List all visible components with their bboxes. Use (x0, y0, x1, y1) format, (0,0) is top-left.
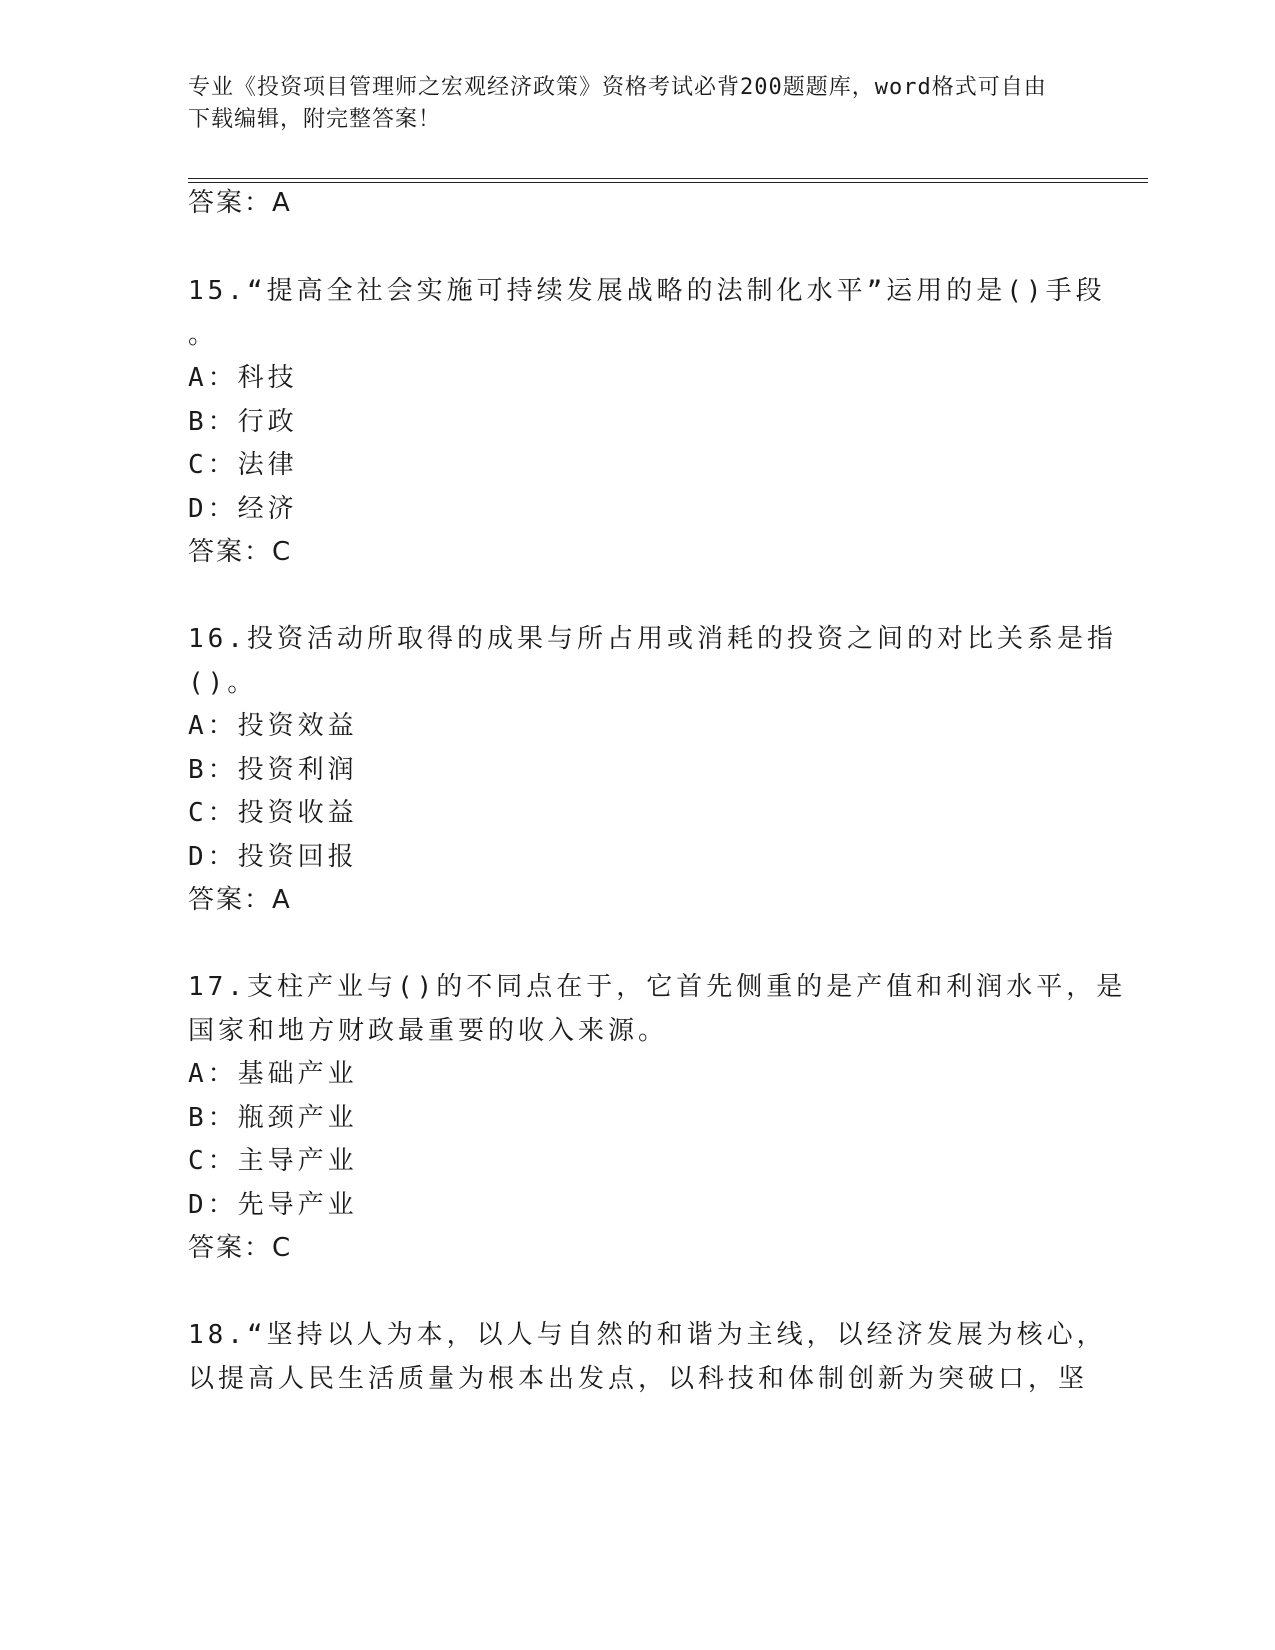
question-16-answer: 答案：A (188, 885, 292, 915)
question-15-option-c: C：法律 (188, 450, 298, 480)
question-16-line-1: 16.投资活动所取得的成果与所占用或消耗的投资之间的对比关系是指 (188, 624, 1117, 654)
question-17-option-d: D：先导产业 (188, 1190, 358, 1220)
question-17-option-b: B：瓶颈产业 (188, 1103, 358, 1133)
question-17-option-c: C：主导产业 (188, 1146, 358, 1176)
question-17-option-a: A：基础产业 (188, 1059, 358, 1089)
question-18-line-2: 以提高人民生活质量为根本出发点，以科技和体制创新为突破口，坚 (188, 1364, 1089, 1394)
question-16-option-d: D：投资回报 (188, 842, 358, 872)
question-16-option-b: B：投资利润 (188, 755, 358, 785)
question-15-answer: 答案：C (188, 537, 293, 567)
question-15-option-d: D：经济 (188, 494, 298, 524)
question-17-line-2: 国家和地方财政最重要的收入来源。 (188, 1016, 669, 1046)
question-15-line-1: 15.“提高全社会实施可持续发展战略的法制化水平”运用的是()手段 (188, 276, 1106, 306)
document-header: 专业《投资项目管理师之宏观经济政策》资格考试必背200题题库，word格式可自由下载编辑，附完整答案！ (188, 75, 1047, 132)
question-15-line-2: 。 (188, 320, 219, 350)
question-17-line-1: 17.支柱产业与()的不同点在于，它首先侧重的是产值和利润水平，是 (188, 972, 1127, 1002)
question-16-option-a: A：投资效益 (188, 711, 358, 741)
question-15-option-a: A：科技 (188, 363, 298, 393)
header-rule-top (188, 178, 1148, 179)
header-rule-bottom (188, 182, 1148, 183)
answer-prev: 答案：A (188, 188, 292, 218)
question-16-line-2: ()。 (188, 668, 258, 698)
question-17-answer: 答案：C (188, 1233, 293, 1263)
question-16-option-c: C：投资收益 (188, 798, 358, 828)
question-15-option-b: B：行政 (188, 407, 298, 437)
question-18-line-1: 18.“坚持以人为本，以人与自然的和谐为主线，以经济发展为核心， (188, 1320, 1107, 1350)
